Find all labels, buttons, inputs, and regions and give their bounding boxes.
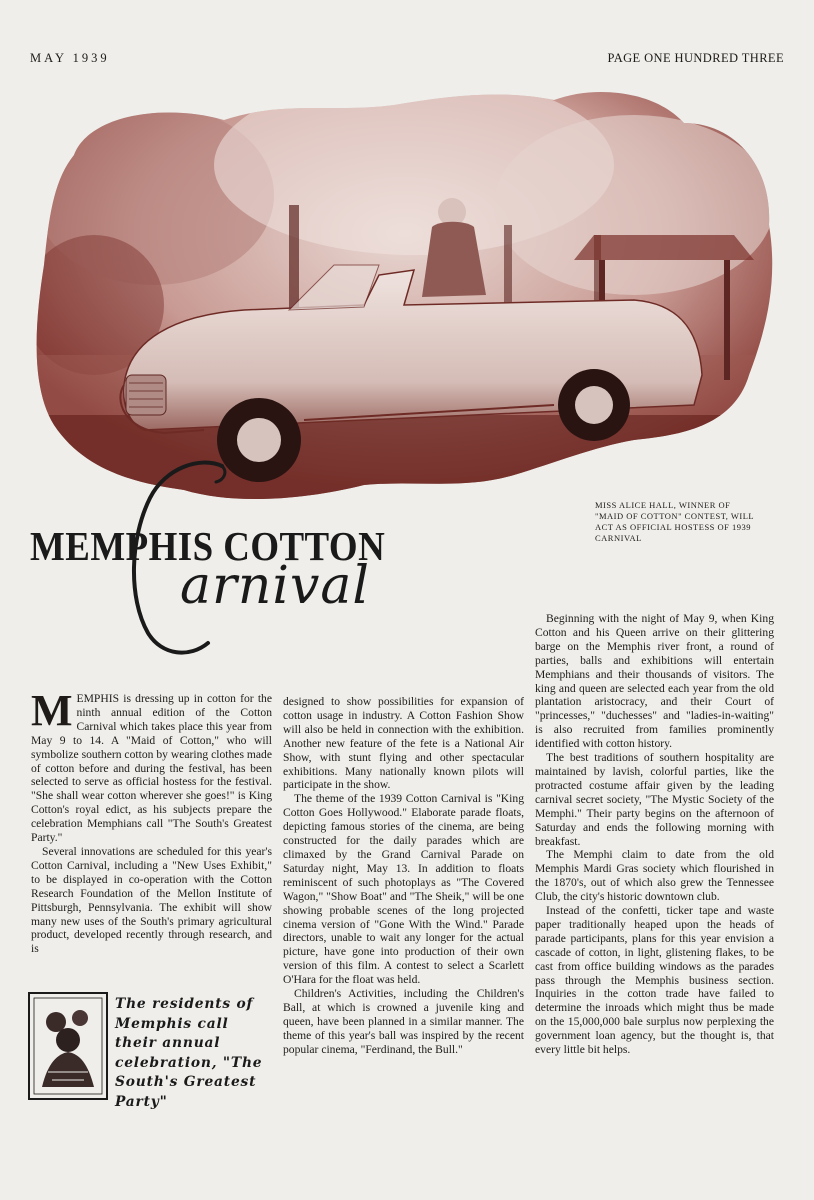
photo-caption: MISS ALICE HALL, WINNER OF "MAID OF COTTON" CONTEST, WILL ACT AS OFFICIAL HOSTESS OF 1939 CARNIVAL: [595, 500, 754, 543]
article-paragraph: Several innovations are scheduled for this year's Cotton Carnival, including a "New Uses Exhibit," to be displayed in co-operation with the Cotton Research Foundation of the Mellon Institute of Pittsburgh, Pennsylvania. The exhibit will show many new uses of the South's primary agricultural product, developed recently through research, and is: [31, 844, 272, 956]
issue-date: MAY 1939: [30, 51, 110, 65]
article-paragraph: designed to show possibilities for expansion of cotton usage in industry. A Cotton Fashion Show will also be held in connection with the exhibition. Another new feature of the fete is a National Air Show, with stunt flying and other spectacular exhibitions. Many nationally known pilots will participate in the show.: [283, 695, 524, 792]
drop-cap: M: [31, 686, 73, 735]
article-paragraph: [31, 686, 272, 845]
article-paragraph: Children's Activities, including the Children's Ball, at which is crowned a juvenile king and queen, have been planned in a similar manner. The theme of this year's ball was inspired by the recent popular cinema, "Ferdinand, the Bull.": [283, 987, 524, 1056]
article-paragraph: The Memphi claim to date from the old Memphis Mardi Gras society which flourished in the 1870's, out of which also grew the Tennessee Club, the city's historic downtown club.: [535, 848, 774, 904]
page-number: PAGE ONE HUNDRED THREE: [607, 51, 784, 65]
article-paragraph: The best traditions of southern hospitality are maintained by lavish, colorful parties, like the protracted costume affair given by the leading carnival secret society, "The Mystic Society of the Memphi." Their party begins on the afternoon of Saturday and ends the following morning with breakfast.: [535, 751, 774, 848]
article-paragraph: Instead of the confetti, ticker tape and waste paper traditionally heaped upon the heads of parade participants, plans for this year envision a cascade of cotton, in light, glistening flakes, to be cast from office building windows as the parades pass through the Memphis business section. Inquiries in the cotton trade have failed to determine the inroads which might thus be made on the 15,000,000 bale surplus now perplexing the government loan agency, but the thought is, that every little bit helps.: [535, 904, 774, 1057]
title-script: arnival: [180, 556, 370, 616]
article-column-3: [535, 612, 774, 1057]
paragraph-text: EMPHIS is dressing up in cotton for the ninth annual edition of the Cotton Carnival which takes place this year from May 9 to 14. A "Maid of Cotton," who will symbolize southern cotton by wearing clothes made of cotton before and during the festival, has been selected to serve as official hostess for the festival. "She shall wear cotton wherever she goes!" is King Cotton's royal edict, as his subjects prepare the celebration Memphians call "The South's Greatest Party.": [31, 692, 272, 845]
article-paragraph: Beginning with the night of May 9, when King Cotton and his Queen arrive on their glittering barge on the Memphis river front, a round of parties, balls and exhibitions will entertain Memphians and their thousands of visitors. The king and queen are selected each year from the old plantation aristocracy, and their Court of "princesses," "duchesses" and "ladies-in-waiting" is also recruited from families prominently identified with cotton history.: [535, 612, 774, 751]
article-column-1: [31, 686, 272, 956]
article-column-2: [283, 695, 524, 1057]
pull-quote: The residents of Memphis call their annual celebration, "The South's Greatest Party": [115, 996, 263, 1110]
title-block: [30, 500, 590, 650]
car-photo: [34, 85, 776, 510]
article-paragraph: The theme of the 1939 Cotton Carnival is "King Cotton Goes Hollywood." Elaborate parade floats, depicting famous stories of the cinema, are being constructed for the daily parades which are climaxed by the Grand Carnival Parade on Saturday night, May 13. In addition to floats reminiscent of such photoplays as "The Covered Wagon," "Show Boat" and "The Sheik," will be one showing probable scenes of the long projected cinema version of "Gone With the Wind." Parade directors, unable to wait any longer for the actual picture, have gone into production of their own version of this film. A contest to select a Scarlett O'Hara for the float was held.: [283, 792, 524, 987]
cotton-ornament-illustration: [28, 992, 108, 1100]
title-main: MEMPHIS COTTON: [30, 523, 386, 569]
